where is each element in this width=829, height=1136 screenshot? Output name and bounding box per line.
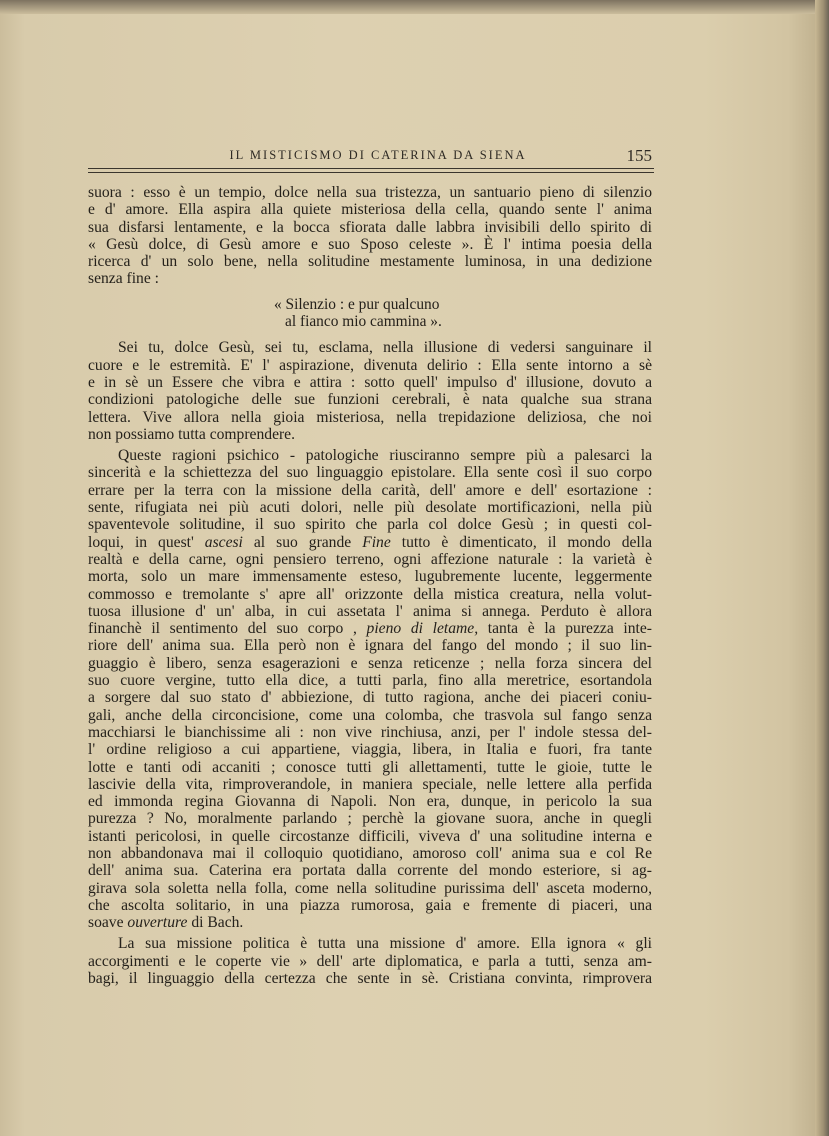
paragraph	[88, 184, 652, 288]
text-line: non possiamo tutta comprendere.	[88, 425, 295, 443]
text-line: spaventevole solitudine, il suo spirito che parla col dolce Gesù ; in questi col-	[88, 516, 652, 534]
text-line: riore dell' anima sua. Ella però non è ignara del fango del mondo ; il suo lin-	[88, 637, 652, 655]
paragraph	[88, 447, 652, 931]
text-line: e d' amore. Ella aspira alla quiete misteriosa della cella, quando sente l' anima	[88, 201, 652, 219]
page-number: 155	[626, 146, 652, 165]
text-line: « Gesù dolce, di Gesù amore e suo Sposo celeste ». È l' intima poesia della	[88, 235, 652, 253]
text-line: istanti pericolosi, in quelle circostanze difficili, viveva d' una solitudine interna e	[88, 827, 652, 845]
text-line: senza fine :	[88, 270, 160, 288]
text-line: ed immonda regina Giovanna di Napoli. Non era, dunque, in pericolo la sua	[88, 793, 652, 811]
text-line: e in sè un Essere che vibra e attira : sotto quell' impulso d' illusione, dovuto a	[88, 373, 652, 391]
text-line: suora : esso è un tempio, dolce nella sua tristezza, un santuario pieno di silenzio	[88, 184, 652, 201]
text-line: realtà e della carne, ogni pensiero terreno, ogni affezione naturale : la varietà è	[88, 550, 652, 568]
text-line: tuosa illusione d' un' alba, in cui assetata l' anima si annega. Perduto è allora	[88, 602, 652, 620]
text-line: bagi, il linguaggio della certezza che sente in sè. Cristiana convinta, rimprovera	[88, 970, 652, 988]
text-line: macchiarsi le bianchissime ali : non vive rinchiusa, anzi, per l' indole stessa del-	[88, 723, 652, 741]
paragraph	[88, 339, 652, 443]
text-line: Queste ragioni psichico - patologiche riusciranno sempre più a palesarci la	[118, 447, 652, 465]
text-line: loqui, in quest' ascesi al suo grande Fine tutto è dimenticato, il mondo della	[88, 533, 653, 551]
text-line: soave ouverture di Bach.	[88, 914, 244, 932]
text-line: girava sola soletta nella folla, come nella solitudine purissima dell' asceta moderno,	[88, 879, 652, 897]
page-header	[88, 144, 654, 170]
text-line: ricerca d' un solo bene, nella solitudine mestamente luminosa, in una dedizione	[88, 253, 652, 271]
header-rule	[88, 168, 654, 169]
text-line: sente, rifugiata nei più acuti dolori, nelle più desolate mortificazioni, nella più	[88, 499, 652, 517]
text-line: non abbandonava mai il colloquio quotidiano, amoroso coll' anima sua e col Re	[88, 844, 652, 862]
text-line: l' ordine religioso a cui appartiene, viaggia, libera, in Italia e fuori, fra tante	[88, 741, 652, 759]
text-line: financhè il sentimento del suo corpo , pieno di letame, tanta è la purezza inte-	[88, 620, 652, 638]
text-line: sua disfarsi lentamente, e la bocca sfiorata dalle labbra invisibili dello spirito di	[88, 218, 652, 236]
quote-line: « Silenzio : e pur qualcuno	[274, 295, 440, 313]
verse-quote	[88, 296, 652, 331]
text-line: che ascolta solitario, in una piazza rumorosa, gaia e fremente di piaceri, una	[88, 896, 652, 914]
text-line: errare per la terra con la missione della carità, dell' amore e dell' esortazione :	[88, 481, 652, 499]
text-line: lettera. Vive allora nella gioia misteriosa, nella trepidazione deliziosa, che noi	[88, 408, 652, 426]
text-line: cuore e le estremità. E' l' aspirazione, divenuta delirio : Ella sente intorno a sè	[88, 356, 652, 374]
text-line: purezza ? No, moralmente parlando ; perchè la giovane suora, anche in quegli	[88, 810, 652, 828]
text-line: accorgimenti e le coperte vie » dell' arte diplomatica, e parla a tutti, senza am-	[88, 952, 652, 970]
text-line: condizioni patologiche delle sue funzioni cerebrali, è nata qualche sua strana	[88, 391, 652, 409]
text-line: suo cuore vergine, tutto ella dice, a tutti parla, fino alla meretrice, esortandola	[88, 672, 652, 690]
text-line: commosso e tremolante s' apre all' orizzonte della mistica creatura, nella volut-	[88, 585, 652, 603]
quote-line: al fianco mio cammina ».	[285, 313, 442, 331]
text-line: Sei tu, dolce Gesù, sei tu, esclama, nella illusione di vedersi sanguinare il	[118, 339, 652, 357]
text-line: La sua missione politica è tutta una missione d' amore. Ella ignora « gli	[118, 935, 652, 953]
text-line: guaggio è libero, senza esagerazioni e senza reticenze ; nella forza sincera del	[88, 654, 652, 672]
text-line: dell' anima sua. Caterina era portata dalla corrente del mondo esteriore, si ag-	[88, 862, 652, 880]
paragraph	[88, 935, 652, 987]
text-line: lascivie della vita, rimproverandole, in maniera speciale, nelle lettere alla perfida	[88, 775, 652, 793]
running-title: IL MISTICISMO DI CATERINA DA SIENA	[229, 148, 527, 162]
text-line: a sorgere dal suo stato d' abbiezione, di tutto ragiona, anche dei piaceri coniu-	[88, 689, 652, 707]
header-rule-thin	[88, 172, 654, 173]
body-text	[88, 184, 652, 987]
text-line: sincerità e la schiettezza del suo linguaggio epistolare. Ella sente così il suo corpo	[88, 464, 652, 482]
text-line: lotte e tanti odi accaniti ; conosce tutti gli allettamenti, tutte le gioie, tutte le	[88, 758, 652, 776]
page-edge	[815, 0, 829, 1136]
text-line: morta, solo un mare immensamente esteso, lugubremente lucente, leggermente	[88, 568, 652, 586]
text-line: gali, anche della circoncisione, come una colomba, che trasvola sul fango senza	[88, 706, 652, 724]
